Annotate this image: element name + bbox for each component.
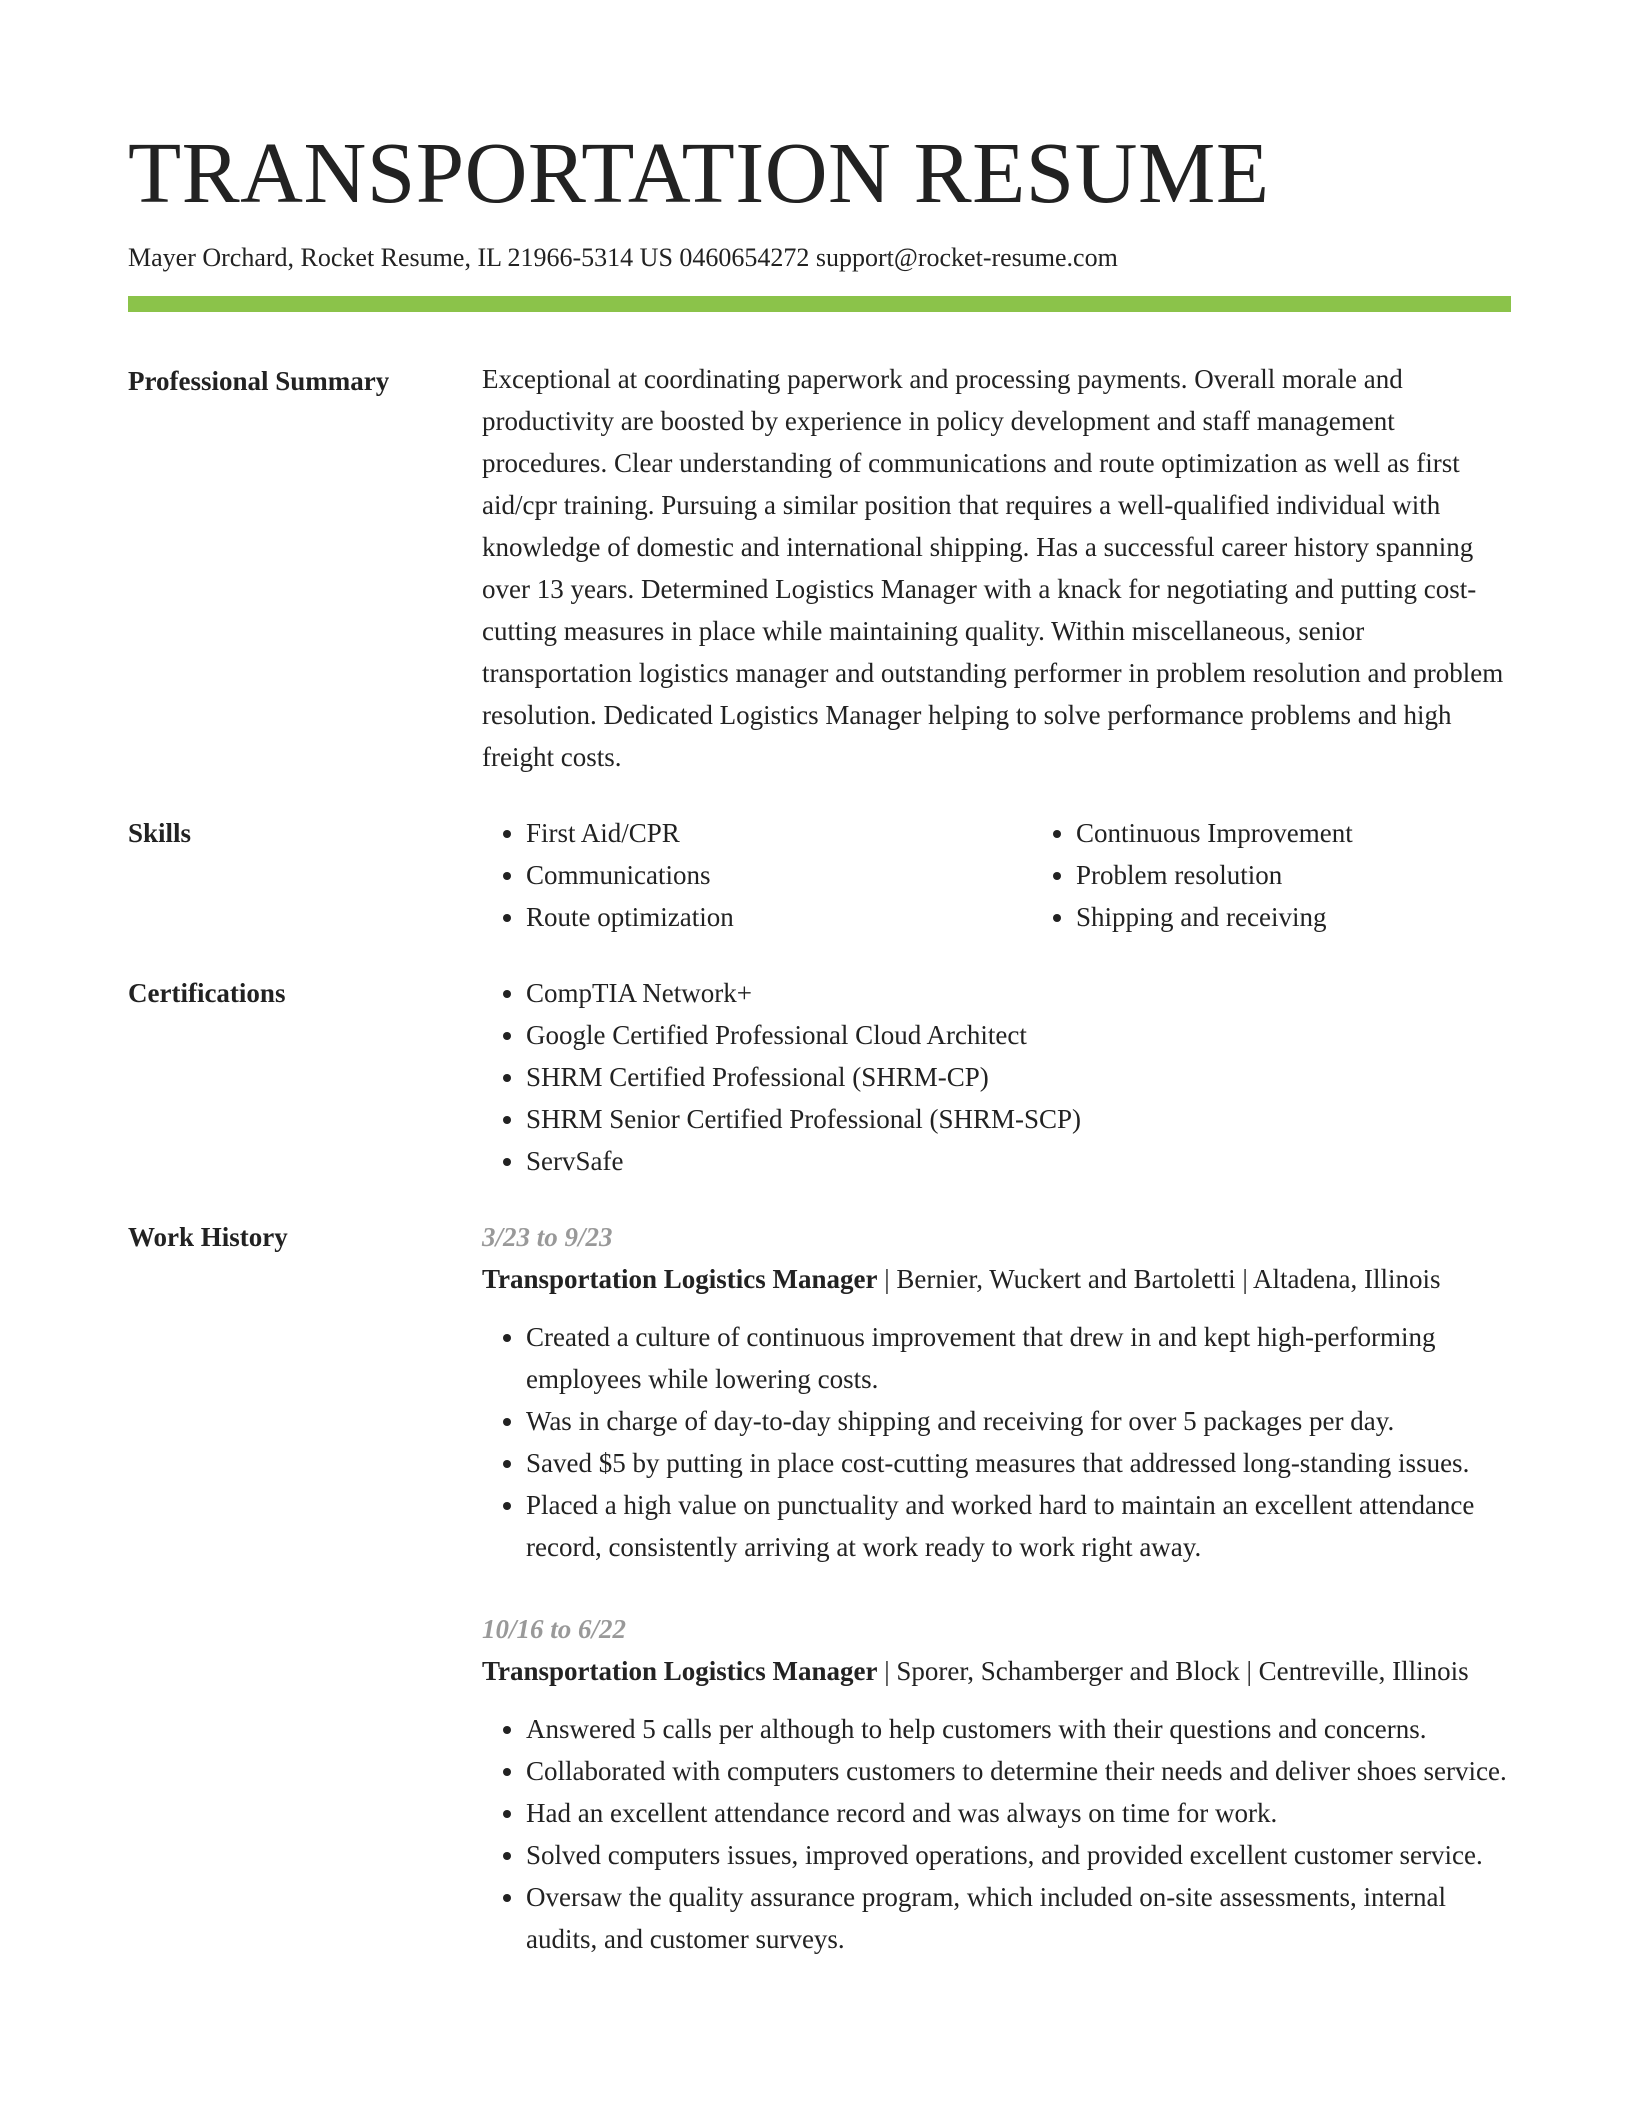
skill-item: • Problem resolution <box>1076 854 1353 896</box>
certifications-list <box>482 972 1511 1182</box>
skill-item: • First Aid/CPR <box>526 812 1032 854</box>
skill-item: • Route optimization <box>526 896 1032 938</box>
skill-item: • Continuous Improvement <box>1076 812 1353 854</box>
job-dates: 10/16 to 6/22 <box>482 1614 627 1644</box>
job-title: Transportation Logistics Manager <box>482 1656 878 1686</box>
section-label-work-history: Work History <box>128 1222 288 1252</box>
certification-item: • SHRM Certified Professional (SHRM-CP) <box>526 1056 1511 1098</box>
job-header <box>482 1258 1511 1300</box>
job-bullet: • Solved computers issues, improved operations, and provided excellent customer service. <box>526 1834 1511 1876</box>
certification-item: • ServSafe <box>526 1140 1511 1182</box>
job-bullet: • Placed a high value on punctuality and worked hard to maintain an excellent attendance record, consistently arriving at work ready to work right away. <box>526 1484 1511 1568</box>
skill-item: • Shipping and receiving <box>1076 896 1353 938</box>
contact-line: Mayer Orchard, Rocket Resume, IL 21966-5314 US 0460654272 support@rocket-resume.com <box>128 243 1118 272</box>
job-bullet: • Saved $5 by putting in place cost-cutting measures that addressed long-standing issues. <box>526 1442 1511 1484</box>
resume-title: TRANSPORTATION RESUME <box>128 124 1270 221</box>
job-bullet: • Created a culture of continuous improvement that drew in and kept high-performing employees while lowering costs. <box>526 1316 1511 1400</box>
certification-item: • SHRM Senior Certified Professional (SHRM-SCP) <box>526 1098 1511 1140</box>
job-bullet: • Had an excellent attendance record and was always on time for work. <box>526 1792 1511 1834</box>
section-label-certifications: Certifications <box>128 978 286 1008</box>
job-entry <box>482 1608 1511 1960</box>
job-bullet: • Oversaw the quality assurance program, which included on-site assessments, internal audits, and customer surveys. <box>526 1876 1511 1960</box>
skills-list-left <box>482 812 1032 938</box>
header-divider <box>128 296 1511 312</box>
work-history-section <box>128 1216 1511 2000</box>
certification-item: • CompTIA Network+ <box>526 972 1511 1014</box>
job-details: | Bernier, Wuckert and Bartoletti | Altadena, Illinois <box>877 1264 1441 1294</box>
skill-item: • Communications <box>526 854 1032 896</box>
job-bullet: • Collaborated with computers customers to determine their needs and deliver shoes service. <box>526 1750 1511 1792</box>
job-bullet: • Was in charge of day-to-day shipping and receiving for over 5 packages per day. <box>526 1400 1511 1442</box>
skills-section <box>128 812 1511 938</box>
job-details: | Sporer, Schamberger and Block | Centreville, Illinois <box>877 1656 1469 1686</box>
job-bullet: • Answered 5 calls per although to help customers with their questions and concerns. <box>526 1708 1511 1750</box>
job-entry <box>482 1216 1511 1568</box>
certification-item: • Google Certified Professional Cloud Architect <box>526 1014 1511 1056</box>
job-bullets <box>482 1708 1511 1960</box>
job-dates: 3/23 to 9/23 <box>482 1222 613 1252</box>
job-title: Transportation Logistics Manager <box>482 1264 878 1294</box>
skills-list-right <box>1032 812 1353 938</box>
certifications-section <box>128 972 1511 1182</box>
job-bullets <box>482 1316 1511 1568</box>
section-label-skills: Skills <box>128 818 192 848</box>
section-label-summary: Professional Summary <box>128 366 390 396</box>
resume-page <box>128 118 1511 2000</box>
professional-summary-section <box>128 360 1511 778</box>
summary-text: Exceptional at coordinating paperwork and processing payments. Overall morale and productivity are boosted by experience in policy development and staff management procedures. Clear understanding of communications and route optimization as well as first aid/cpr training. Pursuing a similar position that requires a well-qualified individual with knowledge of domestic and international shipping. Has a successful career history spanning over 13 years. Determined Logistics Manager with a knack for negotiating and putting cost-cutting measures in place while maintaining quality. Within miscellaneous, senior transportation logistics manager and outstanding performer in problem resolution and problem resolution. Dedicated Logistics Manager helping to solve performance problems and high freight costs. <box>482 364 1504 772</box>
job-header <box>482 1650 1511 1692</box>
